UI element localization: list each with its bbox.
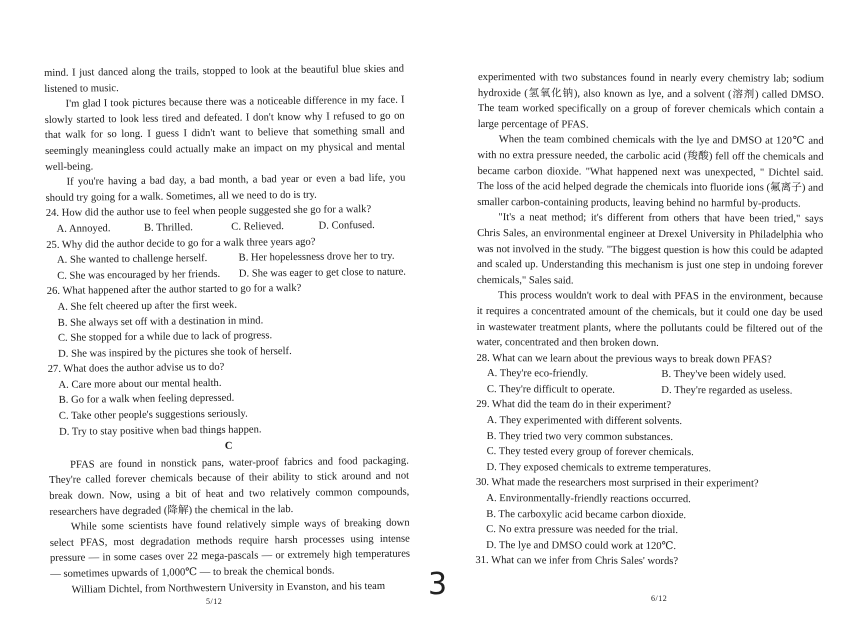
question-stem: 28. What can we learn about the previous ways to break down PFAS? <box>476 352 772 366</box>
option-d: D. She was inspired by the pictures she took of herself. <box>58 345 292 360</box>
option-d: D. The lye and DMSO could work at 120℃. <box>486 539 677 552</box>
question-31 <box>475 553 821 570</box>
option-d: D. They're regarded as useless. <box>661 384 793 397</box>
question-stem: 27. What does the author advise us to do? <box>47 362 225 376</box>
option-b: B. Her hopelessness drove her to try. <box>238 250 395 264</box>
option-b: B. They've been widely used. <box>661 369 787 381</box>
question-stem: 30. What made the researchers most surprised in their experiment? <box>475 477 759 490</box>
question-26 <box>47 280 408 362</box>
question-27 <box>48 358 409 440</box>
passage-paragraph: While some scientists have found relatively simple ways of breaking down select PFAS, most degradation methods require harsh processes using intense pressure — in some cases over 22 mega-pascals — or extremely high temperatures — sometimes upwards of 1,000℃ — to break the chemical bonds. <box>49 517 411 580</box>
option-c: C. She stopped for a while due to lack of progress. <box>57 330 273 344</box>
passage-paragraph: This process wouldn't work to deal with PFAS in the environment, because it requires a concentrated amount of the chemicals, but it could one day be used in wastewater treatment plants, where the pollutants could be filtered out of the water, concentrated and then broken down. <box>476 290 823 350</box>
option-c: C. They tested every group of forever chemicals. <box>486 446 694 459</box>
section-heading: C <box>224 440 233 453</box>
passage-paragraph: I'm glad I took pictures because there was a noticeable difference in my face. I slowly started to look less tired and defeated. I don't know why I refused to go on that walk for so long. I guess I didn't want to believe that something small and seemingly meaningless could actually make an impact on my physical and mental well-being. <box>44 94 406 173</box>
page-number: 5/12 <box>206 597 223 606</box>
page-number: 6/12 <box>651 594 668 603</box>
left-column <box>44 62 410 599</box>
option-c: C. Take other people's suggestions seriously. <box>58 408 248 422</box>
option-a: A. Care more about our mental health. <box>58 377 222 391</box>
right-column <box>475 70 824 571</box>
question-stem: 29. What did the team do in their experiment? <box>476 399 672 412</box>
option-a: A. They experimented with different solvents. <box>486 415 683 428</box>
question-stem: 26. What happened after the author started to go for a walk? <box>46 283 302 298</box>
option-d: D. They exposed chemicals to extreme temperatures. <box>486 461 712 475</box>
option-a: A. She wanted to challenge herself. <box>56 253 208 266</box>
right-page <box>452 0 860 629</box>
passage-paragraph: "It's a neat method; it's different from others that have been tried," says Chris Sales, an environmental engineer at Drexel University in Philadelphia who was not involved in the study. "The biggest question is how this could be adapted and scaled up. Understanding this mechanism is just one step in undoing forever chemicals," Sales said. <box>476 212 824 287</box>
option-d: D. Confused. <box>318 219 375 232</box>
question-stem: 31. What can we infer from Chris Sales' words? <box>475 555 679 568</box>
option-a: A. They're eco-friendly. <box>486 368 589 380</box>
option-a: A. Annoyed. <box>56 223 111 235</box>
passage-paragraph: When the team combined chemicals with the lye and DMSO at 120℃ and with no extra pressure needed, the carbolic acid (羧酸) fell off the chemicals and became carbon dioxide. "What happened next was unexpected, " Dichtel said. The loss of the acid helped degrade the chemicals into fluoride ions (氟离子) and smaller carbon-containing products, leaving behind no harmful by-products. <box>477 134 824 210</box>
left-page <box>0 0 420 629</box>
option-d: D. Try to stay positive when bad things happen. <box>58 424 262 438</box>
option-c: C. Relieved. <box>231 221 284 233</box>
question-30 <box>475 475 821 555</box>
option-d: D. She was eager to get close to nature. <box>238 266 406 280</box>
option-b: B. Thrilled. <box>143 222 193 234</box>
option-b: B. The carboxylic acid became carbon dioxide. <box>486 508 687 521</box>
question-options <box>476 366 822 383</box>
option-c: C. No extra pressure was needed for the trial. <box>486 524 679 537</box>
option-b: B. She always set off with a destination in mind. <box>57 314 264 329</box>
question-28 <box>476 351 822 400</box>
option-a: A. She felt cheered up after the first week. <box>57 299 238 313</box>
question-stem: 24. How did the author use to feel when people suggested she go for a walk? <box>45 204 372 220</box>
question-stem: 25. Why did the author decide to go for a walk three years ago? <box>46 236 316 251</box>
question-options <box>476 382 822 399</box>
question-24 <box>46 202 406 238</box>
question-25 <box>46 233 407 284</box>
option-c: C. They're difficult to operate. <box>486 383 615 396</box>
passage-paragraph: If you're having a bad day, a bad month, a bad year or even a bad life, you should try going for a walk. Sometimes, all we need to do is try. <box>45 172 406 204</box>
passage-paragraph: experimented with two substances found in nearly every chemistry lab; sodium hydroxide (氢氧化钠), also known as lye, and a solvent (溶剂) called DMSO. The team worked specifically on a group of forever chemicals which contain a large percentage of PFAS. <box>477 71 824 131</box>
option-b: B. They tried two very common substances. <box>486 430 674 443</box>
question-29 <box>476 397 822 477</box>
center-number: 3 <box>428 567 448 602</box>
passage-paragraph: PFAS are found in nonstick pans, water-proof fabrics and food packaging. They're called forever chemicals because of their ability to stick around and not break down. Now, using a bit of heat and two relatively common compounds, researchers have degraded (降解) the chemical in the lab. <box>49 455 410 518</box>
passage-text: mind. I just danced along the trails, stopped to look at the beautiful blue skies and listened to music. <box>44 63 405 95</box>
passage-paragraph: William Dichtel, from Northwestern University in Evanston, and his team <box>71 580 386 596</box>
option-a: A. Environmentally-friendly reactions occurred. <box>486 493 691 506</box>
option-b: B. Go for a walk when feeling depressed. <box>58 393 235 407</box>
option-c: C. She was encouraged by her friends. <box>57 268 221 282</box>
